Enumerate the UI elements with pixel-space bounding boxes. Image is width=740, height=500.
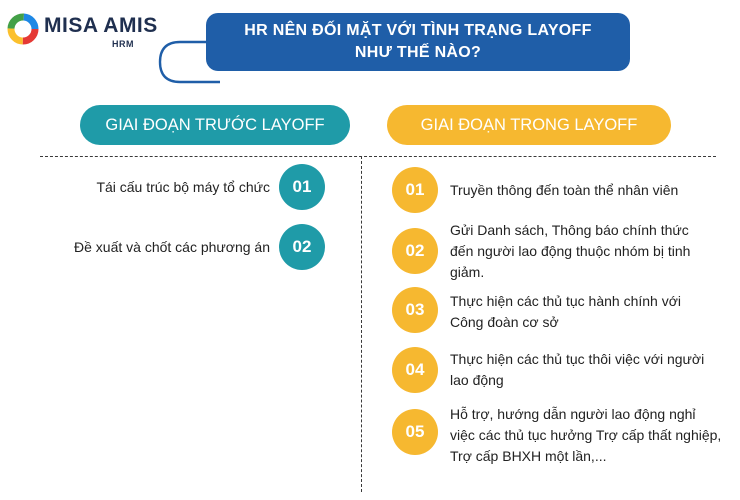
during-step-4-number: 04	[392, 347, 438, 393]
brand-sub: HRM	[112, 39, 134, 49]
during-step-2-number: 02	[392, 228, 438, 274]
during-step-5-text: Hỗ trợ, hướng dẫn người lao động nghỉ việc các thủ tục hưởng Trợ cấp thất nghiệp, Trợ cấp BHXH một lần,...	[450, 406, 722, 464]
before-step-2-text: Đề xuất và chốt các phương án	[74, 239, 270, 255]
before-step-1-text: Tái cấu trúc bộ máy tổ chức	[96, 179, 270, 195]
title-line-2: NHƯ THẾ NÀO?	[354, 44, 482, 61]
horizontal-divider	[40, 156, 716, 157]
brand-name: MISA AMIS	[44, 14, 158, 37]
phase-during-label: GIAI ĐOẠN TRONG LAYOFF	[387, 105, 671, 145]
during-step-3-number: 03	[392, 287, 438, 333]
during-step-1-text: Truyền thông đến toàn thể nhân viên	[450, 182, 679, 198]
before-step-1-number: 01	[279, 164, 325, 210]
page-title	[206, 13, 630, 71]
during-step-1-number: 01	[392, 167, 438, 213]
brand-logo	[6, 8, 156, 52]
during-step-3-text: Thực hiện các thủ tục hành chính với Công đoàn cơ sở	[450, 293, 682, 330]
during-step-2-text: Gửi Danh sách, Thông báo chính thức đến người lao động thuộc nhóm bị tinh giảm.	[450, 222, 691, 280]
misa-ring-icon	[6, 12, 40, 46]
during-step-4-text: Thực hiện các thủ tục thôi việc với người lao động	[450, 351, 705, 388]
before-step-2-number: 02	[279, 224, 325, 270]
title-line-1: HR NÊN ĐỐI MẶT VỚI TÌNH TRẠNG LAYOFF	[244, 22, 592, 39]
vertical-divider	[361, 156, 362, 492]
phase-before-label: GIAI ĐOẠN TRƯỚC LAYOFF	[80, 105, 350, 145]
during-step-5-number: 05	[392, 409, 438, 455]
